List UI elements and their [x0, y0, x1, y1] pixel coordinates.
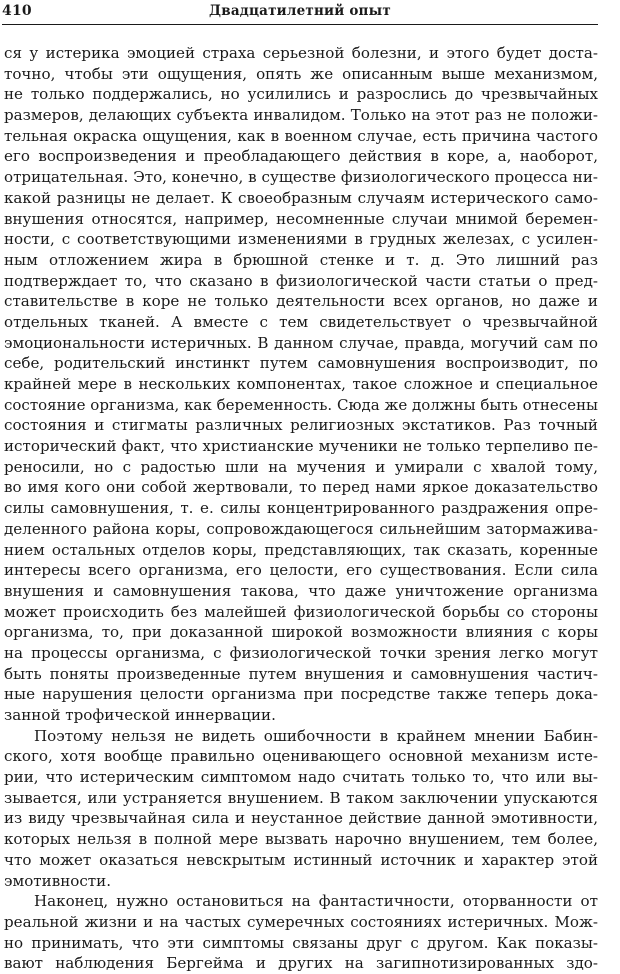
text-line: деленного района коры, сопровождающегося сильнейшим затормажива-: [4, 519, 598, 538]
text-line: состояние организма, как беременность. Сюда же должны быть отнесены: [4, 395, 598, 414]
text-line: эмоциональности истеричных. В данном случае, правда, могучий сам по: [4, 333, 598, 352]
text-line: что может оказаться невскрытым истинный источник и характер этой: [4, 850, 598, 869]
text-line: зывается, или устраняется внушением. В таком заключении упускаются: [4, 788, 598, 807]
text-line: реносили, но с радостью шли на мучения и умирали с хвалой тому,: [4, 457, 598, 476]
text-line: подтверждает то, что сказано в физиологической части статьи о пред-: [4, 271, 598, 290]
text-line: ности, с соответствующими изменениями в грудных железах, с усилен-: [4, 230, 598, 249]
text-line: отдельных тканей. А вместе с тем свидетельствует о чрезвычайной: [4, 312, 598, 331]
text-line: может происходить без малейшей физиологической борьбы со стороны: [4, 602, 598, 621]
text-line: эмотивности.: [4, 871, 111, 890]
text-line: занной трофической иннервации.: [4, 706, 276, 724]
text-line: не только поддержались, но усилились и разрослись до чрезвычайных: [4, 85, 598, 104]
running-title: Двадцатилетний опыт: [209, 3, 391, 19]
text-line: быть поняты произведенные путем внушения и самовнушения частич-: [4, 664, 598, 683]
text-line: реальной жизни и на частых сумеречных состояниях истеричных. Мож-: [4, 912, 598, 931]
text-line: исторический факт, что христианские мученики не только терпеливо пе-: [4, 437, 598, 456]
text-line: нием остальных отделов коры, представляющих, так сказать, коренные: [4, 540, 598, 559]
text-line: ные нарушения целости организма при посредстве также теперь дока-: [4, 685, 598, 704]
text-line: которых нельзя в полной мере вызвать нарочно внушением, тем более,: [4, 830, 598, 849]
page-number: 410: [2, 3, 32, 19]
text-line: точно, чтобы эти ощущения, опять же описанным выше механизмом,: [4, 64, 598, 83]
text-line: состояния и стигматы различных религиозных экстатиков. Раз точный: [4, 416, 598, 435]
body-text: [4, 43, 598, 974]
text-line: тельная окраска ощущения, как в военном случае, есть причина частого: [4, 126, 598, 145]
text-line: организма, то, при доказанной широкой возможности влияния с коры: [4, 623, 598, 642]
text-line: но принимать, что эти симптомы связаны друг с другом. Как показы-: [4, 933, 598, 952]
text-line: ставительстве в коре не только деятельности всех органов, но даже и: [4, 292, 598, 311]
text-line: силы самовнушения, т. е. силы концентрированного раздражения опре-: [4, 499, 598, 518]
text-line: вают наблюдения Бергейма и других на загипнотизированных здо-: [4, 954, 598, 973]
text-line: интересы всего организма, его целости, его существования. Если сила: [4, 561, 598, 580]
text-line: внушения относятся, например, несомненные случаи мнимой беремен-: [4, 209, 598, 228]
text-line: во имя кого они собой жертвовали, то перед нами яркое доказательство: [4, 478, 598, 497]
text-line: размеров, делающих субъекта инвалидом. Только на этот раз не положи-: [4, 106, 598, 125]
text-line: его воспроизведения и преобладающего действия в коре, а, наоборот,: [4, 147, 598, 166]
text-line: себе, родительский инстинкт путем самовнушения воспроизводит, по: [4, 354, 598, 373]
text-line: крайней мере в нескольких компонентах, такое сложное и специальное: [4, 375, 598, 393]
text-line: из виду чрезвычайная сила и неустанное действие данной эмотивности,: [4, 809, 598, 828]
text-line: Наконец, нужно остановиться на фантастичности, оторванности от: [34, 892, 598, 911]
text-line: ным отложением жира в брюшной стенке и т. д. Это лишний раз: [4, 250, 598, 269]
text-line: внушения и самовнушения такова, что даже уничтожение организма: [4, 581, 598, 600]
text-line: отрицательная. Это, конечно, в существе физиологического процесса ни-: [4, 168, 598, 187]
page-header: [2, 2, 598, 25]
text-line: ся у истерика эмоцией страха серьезной болезни, и этого будет доста-: [4, 44, 598, 62]
text-line: на процессы организма, с физиологической точки зрения легко могут: [4, 643, 598, 662]
text-line: рии, что истерическим симптомом надо считать только то, что или вы-: [4, 768, 598, 787]
text-line: какой разницы не делает. К своеобразным случаям истерического само-: [4, 188, 598, 207]
text-line: ского, хотя вообще правильно оценивающего основной механизм исте-: [4, 747, 598, 766]
text-line: Поэтому нельзя не видеть ошибочности в крайнем мнении Бабин-: [34, 726, 598, 745]
